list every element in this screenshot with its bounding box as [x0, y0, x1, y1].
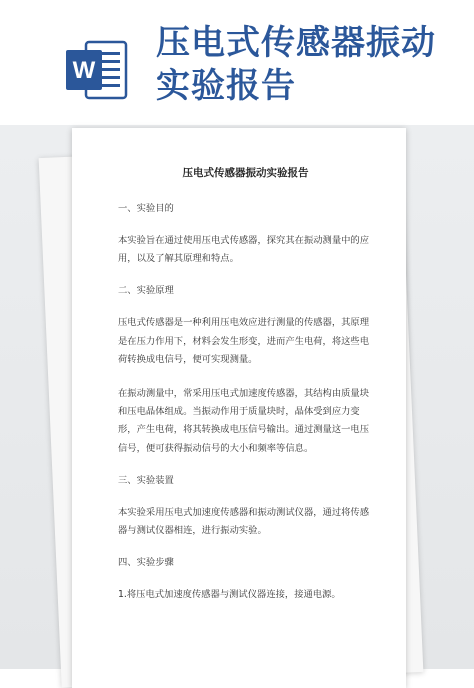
banner-title-line2: 实验报告 [156, 66, 296, 106]
banner-title-line1: 压电式传感器振动 [156, 23, 436, 63]
paragraph-principle-1: 压电式传感器是一种利用压电效应进行测量的传感器，其原理是在压力作用下，材料会发生形变，进而产生电荷，将这些电荷转换成电信号，便可实现测量。 [118, 317, 370, 365]
paragraph-apparatus: 本实验采用压电式加速度传感器和振动测试仪器，通过将传感器与测试仪器相连，进行振动实验。 [118, 506, 370, 537]
paragraph-purpose: 本实验旨在通过使用压电式传感器，探究其在振动测量中的应用，以及了解其原理和特点。 [118, 235, 370, 265]
paragraph-step-1: 1.将压电式加速度传感器与测试仪器连接，接通电源。 [118, 589, 341, 601]
section-heading-apparatus: 三、实验装置 [118, 474, 174, 486]
banner-title [156, 22, 456, 108]
word-icon [64, 38, 128, 102]
paragraph-principle-2: 在振动测量中，常采用压电式加速度传感器，其结构由质量块和压电晶体组成。当振动作用于质量块时，晶体受到应力变形，产生电荷，将其转换成电压信号输出。通过测量这一电压信号，便可获得振动信号的大小和频率等信息。 [118, 388, 370, 454]
section-heading-steps: 四、实验步骤 [118, 557, 174, 569]
document-body [118, 166, 373, 622]
header-banner [0, 0, 474, 125]
section-heading-purpose: 一、实验目的 [118, 203, 174, 214]
word-icon-letter: W [72, 57, 96, 84]
section-heading-principle: 二、实验原理 [118, 285, 174, 297]
document-title: 压电式传感器振动实验报告 [182, 167, 309, 179]
document-page [72, 128, 406, 688]
